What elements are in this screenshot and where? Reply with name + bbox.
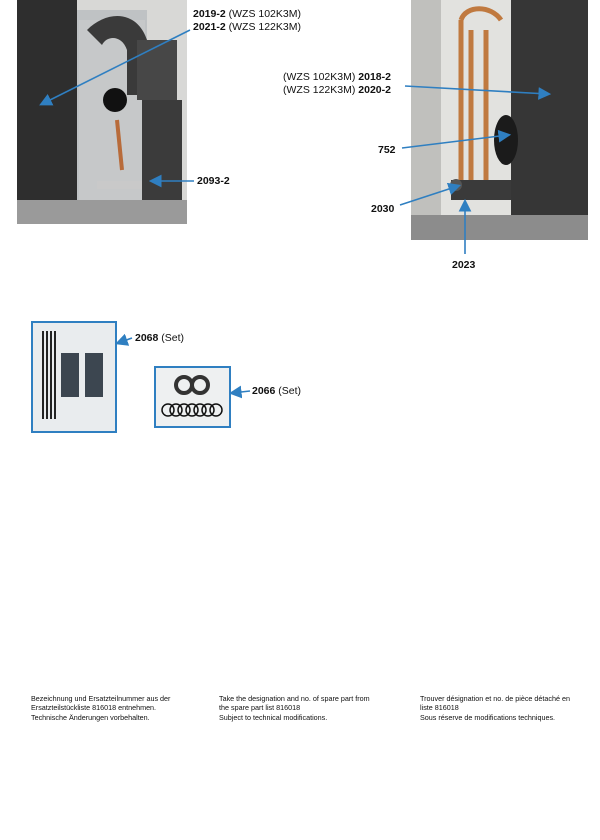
footer-note-en: Take the designation and no. of spare part from the spare part list 816018 Subject to technical modifications. [219,694,370,722]
footer-note-fr: Trouver désignation et no. de pièce détaché en liste 816018 Sous réserve de modifications techniques. [420,694,570,722]
label-2066: 2066 (Set) [252,385,302,397]
label-2023: 2023 [452,259,476,271]
label-2068: 2068 (Set) [135,332,185,344]
photo-unit-right [411,0,588,240]
arrow-2068 [118,338,132,343]
label-2020-2: (WZS 122K3M) 2020-2 [283,84,391,96]
photo-set-2068 [31,321,117,433]
label-2019-2: 2019-2 (WZS 102K3M) [193,8,301,20]
label-2021-2: 2021-2 (WZS 122K3M) [193,21,301,33]
photo-unit-left [17,0,187,224]
label-2018-2: (WZS 102K3M) 2018-2 [283,71,391,83]
label-2030: 2030 [371,203,395,215]
photo-set-2066 [154,366,231,428]
arrow-2066 [232,391,250,393]
footer-note-de: Bezeichnung und Ersatzteilnummer aus der Ersatzteilstückliste 816018 entnehmen. Technische Änderungen vorbehalten. [31,694,171,722]
label-752: 752 [378,144,396,156]
label-2093-2: 2093-2 [197,175,230,187]
